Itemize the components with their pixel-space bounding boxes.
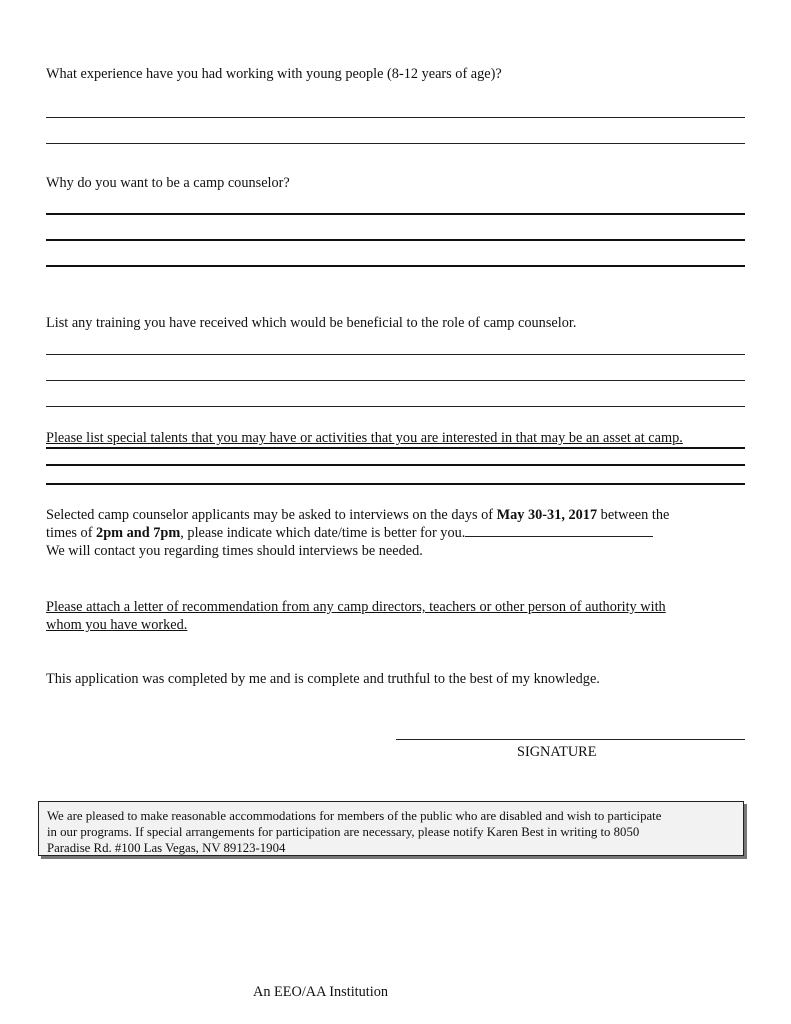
notice-line-1: We are pleased to make reasonable accommodations for members of the public who are disabled and wish to participate xyxy=(47,809,662,823)
answer-line-experience-1[interactable] xyxy=(46,117,745,118)
interview-contact-text: We will contact you regarding times should interviews be needed. xyxy=(46,543,423,559)
interview-text-a: Selected camp counselor applicants may be asked to interviews on the days of xyxy=(46,507,497,523)
interview-paragraph xyxy=(46,506,746,560)
question-training-label: List any training you have received which would be beneficial to the role of camp counselor. xyxy=(46,315,577,331)
question-why-counselor-label: Why do you want to be a camp counselor? xyxy=(46,175,290,191)
answer-line-training-1[interactable] xyxy=(46,354,745,355)
answer-line-training-2[interactable] xyxy=(46,380,745,381)
footer-institution: An EEO/AA Institution xyxy=(253,984,389,1000)
accommodation-notice xyxy=(38,801,744,856)
answer-line-why-1[interactable] xyxy=(46,213,745,215)
answer-line-why-2[interactable] xyxy=(46,239,745,241)
recommendation-line-1: Please attach a letter of recommendation from any camp directors, teachers or other person of authority with xyxy=(46,599,666,615)
answer-line-training-3[interactable] xyxy=(46,406,745,407)
interview-preference-field[interactable] xyxy=(465,524,653,537)
question-experience-label: What experience have you had working with young people (8-12 years of age)? xyxy=(46,66,502,82)
certification-statement: This application was completed by me and is complete and truthful to the best of my knowledge. xyxy=(46,671,600,687)
interview-times: 2pm and 7pm xyxy=(96,525,181,541)
notice-line-3: Paradise Rd. #100 Las Vegas, NV 89123-1904 xyxy=(47,841,286,855)
answer-line-talents-2[interactable] xyxy=(46,464,745,466)
answer-line-experience-2[interactable] xyxy=(46,143,745,144)
answer-line-talents-3[interactable] xyxy=(46,483,745,485)
interview-text-b: between the xyxy=(597,507,670,523)
recommendation-line-2: whom you have worked. xyxy=(46,617,188,633)
answer-line-talents-1[interactable] xyxy=(46,447,745,449)
notice-line-2: in our programs. If special arrangements for participation are necessary, please notify Karen Best in writing to 8050 xyxy=(47,825,640,839)
signature-label: SIGNATURE xyxy=(517,744,597,760)
signature-line[interactable] xyxy=(396,739,745,740)
answer-line-why-3[interactable] xyxy=(46,265,745,267)
interview-text-c: times of xyxy=(46,525,97,541)
interview-dates: May 30-31, 2017 xyxy=(496,507,598,523)
question-talents-label: Please list special talents that you may have or activities that you are interested in that may be an asset at camp. xyxy=(46,430,683,446)
recommendation-paragraph xyxy=(46,598,746,634)
interview-text-d: , please indicate which date/time is better for you. xyxy=(180,525,466,541)
